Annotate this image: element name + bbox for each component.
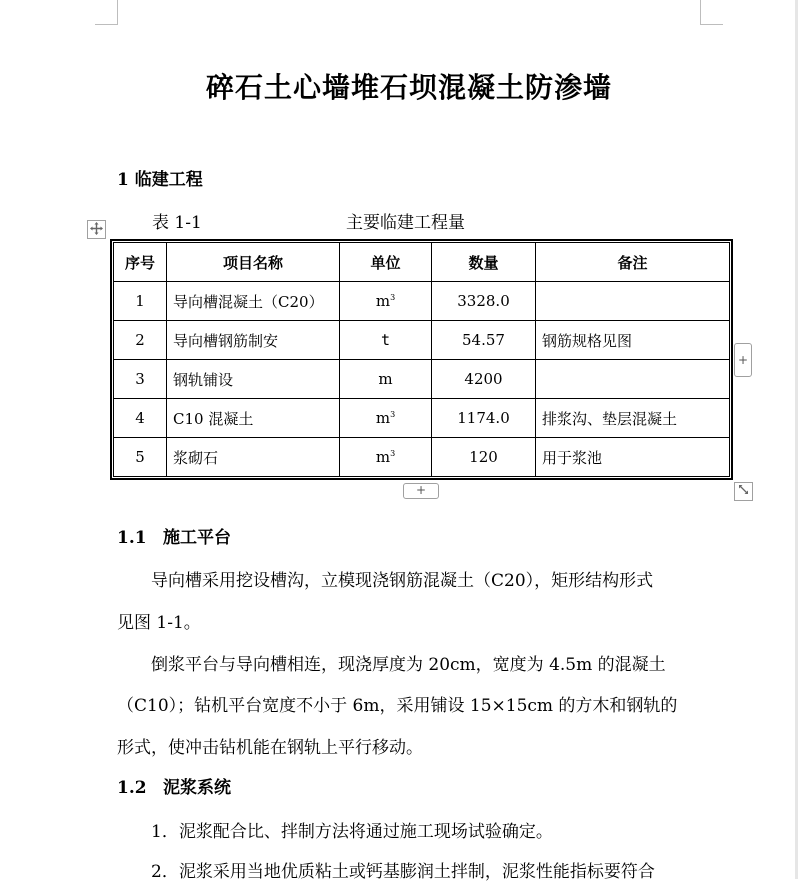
cell-quantity[interactable]: 120	[432, 438, 536, 477]
unit-text: m	[378, 370, 393, 388]
cell-item-name[interactable]: 浆砌石	[167, 438, 340, 477]
cell-unit[interactable]	[340, 360, 432, 399]
header-remarks[interactable]: 备注	[536, 243, 730, 282]
header-quantity[interactable]: 数量	[432, 243, 536, 282]
cell-item-name[interactable]: 钢轨铺设	[167, 360, 340, 399]
paragraph-line: 1．泥浆配合比、拌制方法将通过施工现场试验确定。	[117, 822, 553, 842]
cell-unit[interactable]	[340, 321, 432, 360]
unit-text: t	[380, 331, 391, 349]
cell-quantity[interactable]: 54.57	[432, 321, 536, 360]
cell-unit[interactable]	[340, 282, 432, 321]
diagonal-resize-arrow-icon	[737, 483, 750, 496]
cell-remarks[interactable]: 钢筋规格见图	[536, 321, 730, 360]
subsection-title: 泥浆系统	[163, 778, 231, 798]
table-row	[114, 282, 730, 321]
table-resize-icon[interactable]	[734, 482, 753, 501]
table-row	[114, 438, 730, 477]
unit-superscript: 3	[390, 293, 396, 302]
table-row	[114, 360, 730, 399]
document-title: 碎石土心墙堆石坝混凝土防渗墙	[205, 71, 612, 104]
header-unit[interactable]: 单位	[340, 243, 432, 282]
cell-item-name[interactable]: C10 混凝土	[167, 399, 340, 438]
unit-superscript: 3	[390, 449, 396, 458]
works-quantity-table	[110, 239, 733, 480]
header-no[interactable]: 序号	[114, 243, 167, 282]
crop-mark-top-left	[95, 0, 118, 25]
table-move-icon[interactable]	[87, 220, 106, 239]
table-row	[114, 321, 730, 360]
table-row	[114, 399, 730, 438]
cell-no[interactable]: 3	[114, 360, 167, 399]
table-caption-title: 主要临建工程量	[346, 213, 465, 233]
paragraph-line: 导向槽采用挖设槽沟，立模现浇钢筋混凝土（C20），矩形结构形式	[117, 571, 654, 591]
cell-item-name[interactable]: 导向槽钢筋制安	[167, 321, 340, 360]
move-arrows-icon	[89, 221, 104, 236]
cell-no[interactable]: 1	[114, 282, 167, 321]
cell-unit[interactable]	[340, 399, 432, 438]
paragraph-line: 见图 1-1。	[117, 613, 201, 633]
subsection-heading-1-2	[117, 773, 231, 798]
paragraph-line: 形式，使冲击钻机能在钢轨上平行移动。	[117, 738, 423, 758]
crop-mark-top-right	[700, 0, 723, 25]
cell-remarks[interactable]: 排浆沟、垫层混凝土	[536, 399, 730, 438]
subsection-number: 1.1	[117, 528, 147, 548]
unit-text: m	[375, 292, 391, 310]
table-header-row	[114, 243, 730, 282]
paragraph-line: （C10）；钻机平台宽度不小于 6m，采用铺设 15×15cm 的方木和钢轨的	[117, 696, 678, 716]
unit-text: m	[375, 448, 391, 466]
table-caption-label: 表 1-1	[152, 213, 202, 233]
cell-item-name[interactable]: 导向槽混凝土（C20）	[167, 282, 340, 321]
cell-quantity[interactable]: 3328.0	[432, 282, 536, 321]
subsection-number: 1.2	[117, 778, 147, 798]
paragraph-line: 倒浆平台与导向槽相连，现浇厚度为 20cm，宽度为 4.5m 的混凝土	[117, 655, 666, 675]
cell-no[interactable]: 2	[114, 321, 167, 360]
cell-remarks[interactable]: 用于浆池	[536, 438, 730, 477]
cell-remarks[interactable]	[536, 282, 730, 321]
cell-quantity[interactable]: 4200	[432, 360, 536, 399]
add-column-button[interactable]: +	[734, 343, 752, 377]
cell-no[interactable]: 5	[114, 438, 167, 477]
cell-no[interactable]: 4	[114, 399, 167, 438]
add-row-button[interactable]: +	[403, 483, 439, 499]
cell-unit[interactable]	[340, 438, 432, 477]
unit-superscript: 3	[390, 410, 396, 419]
paragraph-line: 2．泥浆采用当地优质粘土或钙基膨润土拌制，泥浆性能指标要符合	[117, 862, 655, 882]
header-item-name[interactable]: 项目名称	[167, 243, 340, 282]
section-heading: 1 临建工程	[117, 170, 203, 190]
subsection-heading-1-1	[117, 523, 231, 548]
subsection-title: 施工平台	[163, 528, 231, 548]
cell-quantity[interactable]: 1174.0	[432, 399, 536, 438]
unit-text: m	[375, 409, 391, 427]
cell-remarks[interactable]	[536, 360, 730, 399]
